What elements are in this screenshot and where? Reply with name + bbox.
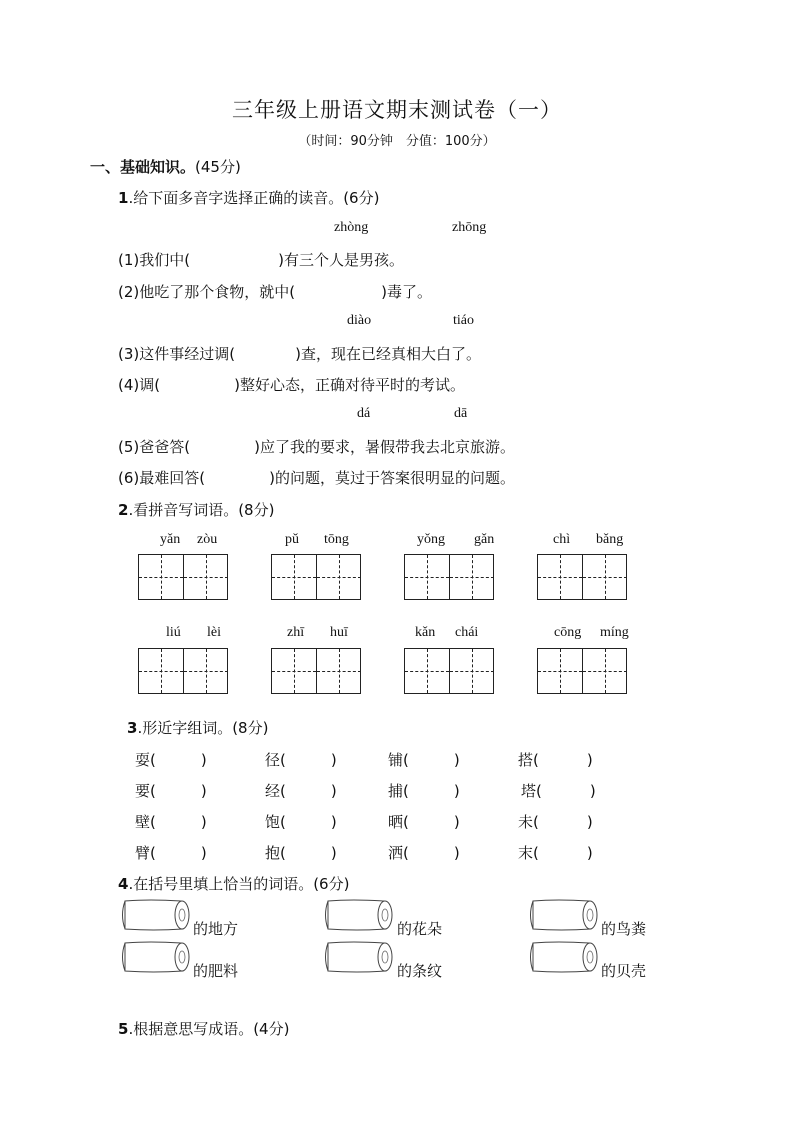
item-text: (6)最难回答(: [118, 469, 206, 487]
char-item: [135, 811, 207, 832]
pinyin-option: dā: [454, 406, 468, 421]
q1-item-4: [118, 374, 465, 395]
item-text: )有三个人是男孩。: [278, 251, 404, 269]
pinyin-label: kǎn: [415, 625, 436, 640]
question-3-heading: [127, 717, 268, 738]
char-label: 捕(: [388, 782, 409, 800]
char-item: [388, 811, 460, 832]
char-item: [518, 811, 593, 832]
item-text: )应了我的要求，暑假带我去北京旅游。: [254, 438, 515, 456]
paren-close: ): [589, 782, 596, 800]
paren-close: ): [586, 844, 593, 862]
paren-close: ): [330, 844, 337, 862]
question-number: 2: [118, 501, 129, 519]
pinyin-label: chì: [553, 532, 571, 547]
char-item: [135, 780, 207, 801]
question-number: 3: [127, 719, 138, 737]
char-item: [521, 780, 596, 801]
pinyin-label: cōng: [554, 625, 582, 640]
pinyin-label: liú: [166, 625, 181, 640]
char-item: [388, 780, 460, 801]
q1-item-1: [118, 249, 404, 270]
writing-grid[interactable]: [271, 648, 361, 694]
fill-phrase: 的贝壳: [601, 962, 647, 980]
question-1-heading: [118, 187, 379, 208]
pinyin-label: zòu: [197, 532, 218, 547]
pinyin-label: gǎn: [474, 532, 495, 547]
scroll-answer-box[interactable]: [119, 898, 191, 932]
item-text: (2)他吃了那个食物，就中(: [118, 283, 296, 301]
paren-close: ): [586, 751, 593, 769]
char-label: 铺(: [388, 751, 409, 769]
scroll-answer-box[interactable]: [119, 940, 191, 974]
q1-item-2: [118, 281, 432, 302]
paren-close: ): [453, 782, 460, 800]
pinyin-label: yǎn: [160, 532, 181, 547]
pinyin-option: dá: [357, 406, 371, 421]
section-score: (45分): [195, 158, 241, 176]
char-label: 抱(: [265, 844, 286, 862]
pinyin-label: zhī: [287, 625, 305, 640]
char-label: 未(: [518, 813, 539, 831]
char-label: 晒(: [388, 813, 409, 831]
pinyin-label: tōng: [324, 532, 349, 547]
item-text: (5)爸爸答(: [118, 438, 191, 456]
pinyin-option: tiáo: [453, 313, 474, 328]
item-text: (4)调(: [118, 376, 161, 394]
section-label: 一、基础知识。: [90, 158, 196, 176]
paren-close: ): [200, 844, 207, 862]
question-2-heading: [118, 499, 274, 520]
scroll-answer-box[interactable]: [322, 940, 394, 974]
char-item: [265, 842, 337, 863]
page-title: 三年级上册语文期末测试卷（一）: [232, 98, 562, 122]
writing-grid[interactable]: [271, 554, 361, 600]
char-item: [265, 780, 337, 801]
pinyin-label: chái: [455, 625, 479, 640]
pinyin-label: míng: [600, 625, 629, 640]
paren-close: ): [330, 782, 337, 800]
question-number: 5: [118, 1020, 129, 1038]
fill-phrase: 的条纹: [397, 962, 443, 980]
question-text: .给下面多音字选择正确的读音。(6分): [128, 189, 380, 207]
char-item: [518, 749, 593, 770]
pinyin-label: pǔ: [285, 532, 299, 547]
pinyin-label: yǒng: [417, 532, 445, 547]
paren-close: ): [200, 782, 207, 800]
paren-close: ): [453, 751, 460, 769]
pinyin-label: lèi: [207, 625, 221, 640]
char-label: 经(: [265, 782, 286, 800]
page-subtitle: （时间：90分钟 分值：100分）: [298, 134, 496, 149]
question-text: .根据意思写成语。(4分): [128, 1020, 290, 1038]
char-item: [388, 749, 460, 770]
char-label: 耍(: [135, 751, 156, 769]
pinyin-option: zhōng: [452, 220, 487, 235]
q1-item-6: [118, 467, 515, 488]
fill-phrase: 的花朵: [397, 920, 443, 938]
pinyin-option: diào: [347, 313, 372, 328]
fill-phrase: 的鸟粪: [601, 920, 647, 938]
question-number: 1: [118, 189, 129, 207]
char-item: [265, 749, 337, 770]
question-4-heading: [118, 873, 349, 894]
fill-phrase: 的肥料: [193, 962, 239, 980]
char-item: [265, 811, 337, 832]
char-item: [135, 842, 207, 863]
item-text: (3)这件事经过调(: [118, 345, 236, 363]
item-text: )毒了。: [381, 283, 432, 301]
paren-close: ): [453, 813, 460, 831]
paren-close: ): [453, 844, 460, 862]
char-label: 壁(: [135, 813, 156, 831]
writing-grid[interactable]: [537, 554, 627, 600]
char-item: [388, 842, 460, 863]
scroll-answer-box[interactable]: [527, 898, 599, 932]
section-heading: [90, 156, 241, 177]
char-label: 臂(: [135, 844, 156, 862]
pinyin-label: bǎng: [596, 532, 624, 547]
char-item: [135, 749, 207, 770]
char-item: [518, 842, 593, 863]
scroll-answer-box[interactable]: [527, 940, 599, 974]
paren-close: ): [200, 813, 207, 831]
paren-close: ): [330, 751, 337, 769]
question-5-heading: [118, 1018, 289, 1039]
paren-close: ): [586, 813, 593, 831]
writing-grid[interactable]: [537, 648, 627, 694]
fill-phrase: 的地方: [193, 920, 239, 938]
writing-grid[interactable]: [404, 554, 494, 600]
item-text: )整好心态，正确对待平时的考试。: [234, 376, 465, 394]
paren-close: ): [330, 813, 337, 831]
question-text: .形近字组词。(8分): [137, 719, 269, 737]
question-text: .在括号里填上恰当的词语。(6分): [128, 875, 350, 893]
char-label: 塔(: [521, 782, 542, 800]
char-label: 径(: [265, 751, 286, 769]
writing-grid[interactable]: [138, 554, 228, 600]
item-text: )的问题，莫过于答案很明显的问题。: [269, 469, 515, 487]
char-label: 搭(: [518, 751, 539, 769]
char-label: 末(: [518, 844, 539, 862]
char-label: 洒(: [388, 844, 409, 862]
char-label: 要(: [135, 782, 156, 800]
item-text: )查，现在已经真相大白了。: [295, 345, 481, 363]
question-number: 4: [118, 875, 129, 893]
scroll-answer-box[interactable]: [322, 898, 394, 932]
pinyin-option: zhòng: [334, 220, 369, 235]
q1-item-5: [118, 436, 515, 457]
writing-grid[interactable]: [138, 648, 228, 694]
item-text: (1)我们中(: [118, 251, 191, 269]
paren-close: ): [200, 751, 207, 769]
question-text: .看拼音写词语。(8分): [128, 501, 275, 519]
char-label: 饱(: [265, 813, 286, 831]
writing-grid[interactable]: [404, 648, 494, 694]
q1-item-3: [118, 343, 481, 364]
pinyin-label: huī: [330, 625, 348, 640]
